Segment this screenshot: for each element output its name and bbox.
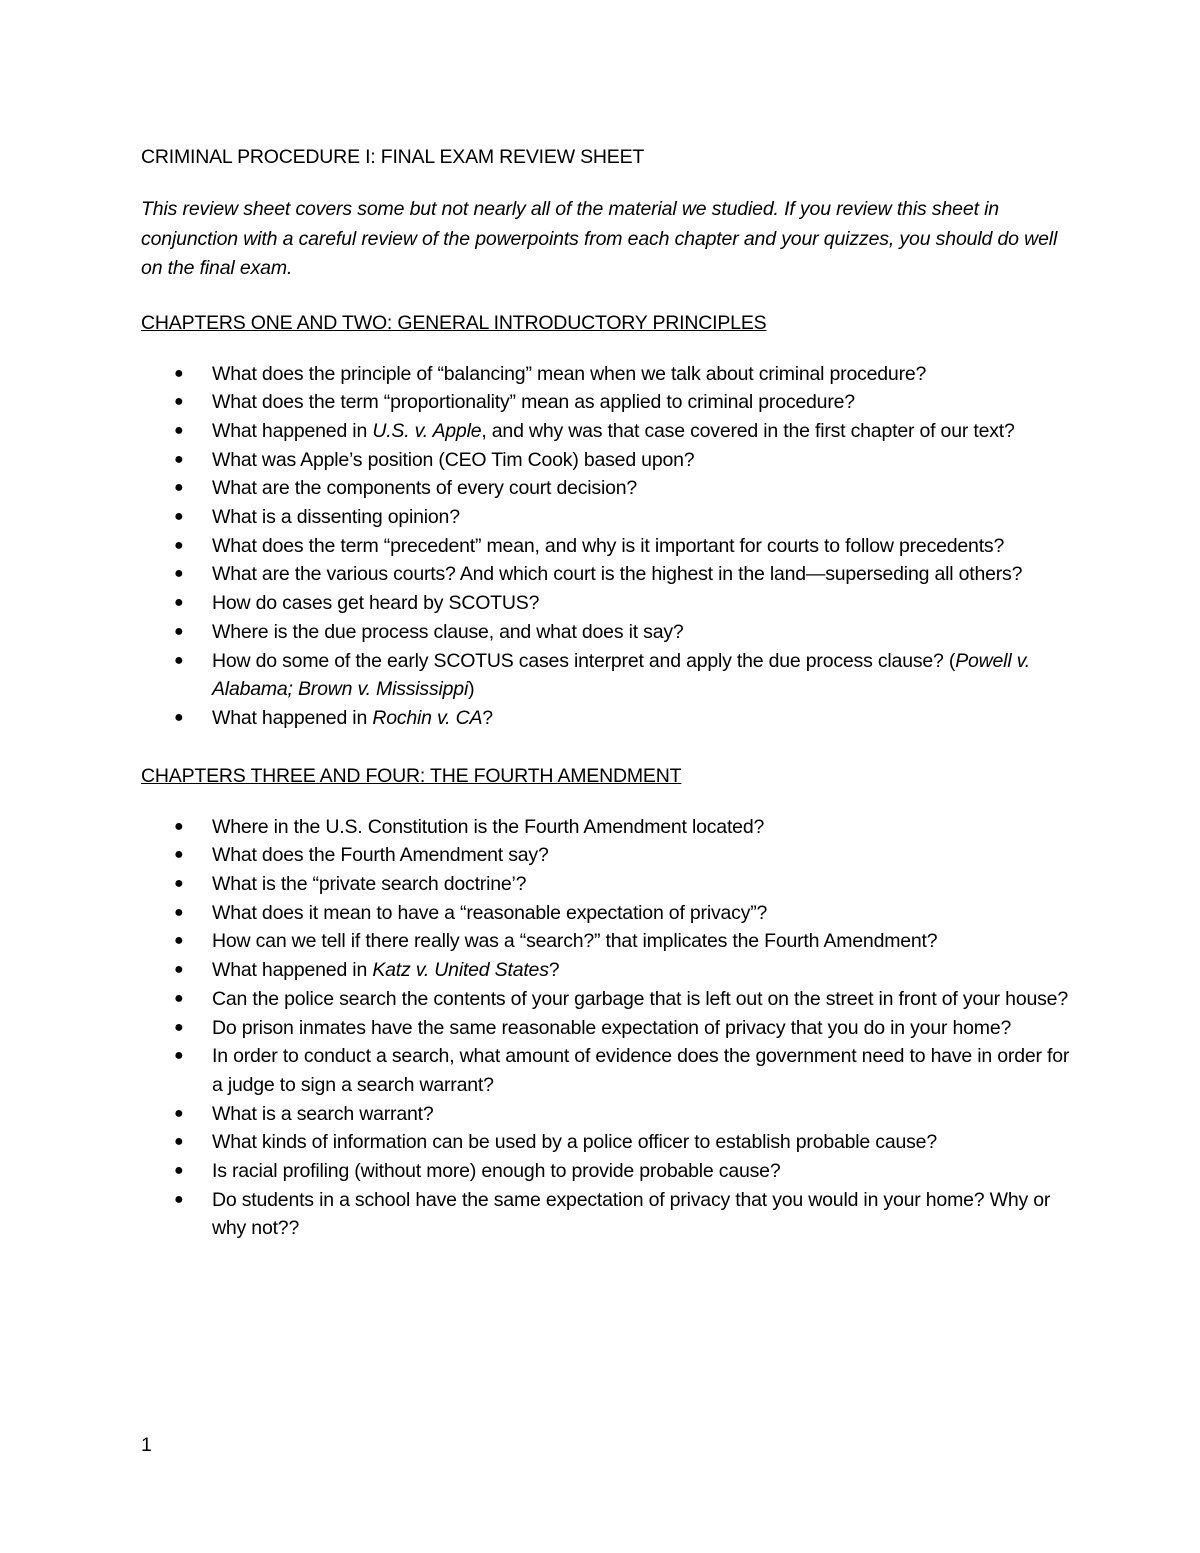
bullet-icon: ● bbox=[174, 875, 184, 893]
question-item bbox=[141, 360, 1071, 389]
section-2 bbox=[141, 759, 1071, 1244]
question-item bbox=[141, 704, 1071, 733]
question-text: , and why was that case covered in the first chapter of our text? bbox=[481, 419, 1015, 442]
question-item bbox=[141, 1042, 1071, 1099]
bullet-icon: ● bbox=[174, 479, 184, 497]
bullet-icon: ● bbox=[174, 817, 184, 835]
question-text: ? bbox=[482, 706, 493, 729]
case-name: Katz v. United States bbox=[372, 959, 549, 982]
question-text: What happened in bbox=[212, 419, 373, 442]
question-text: What is a dissenting opinion? bbox=[212, 506, 460, 529]
question-text: Do students in a school have the same expectation of privacy that you would in your home? Why or why not?? bbox=[212, 1188, 1051, 1240]
bullet-icon: ● bbox=[174, 421, 184, 439]
question-item bbox=[141, 899, 1071, 928]
section-heading: CHAPTERS THREE AND FOUR: THE FOURTH AMENDMENT bbox=[141, 764, 682, 787]
question-text: What was Apple’s position (CEO Tim Cook) based upon? bbox=[212, 448, 695, 471]
question-item bbox=[141, 1100, 1071, 1129]
page-title: CRIMINAL PROCEDURE I: FINAL EXAM REVIEW SHEET bbox=[141, 146, 645, 168]
question-text: Is racial profiling (without more) enough to provide probable cause? bbox=[212, 1160, 781, 1183]
bullet-icon: ● bbox=[174, 1162, 184, 1180]
question-item bbox=[141, 1014, 1071, 1043]
case-name: Powell v. Alabama; Brown v. Mississippi bbox=[212, 649, 1030, 701]
question-item bbox=[141, 618, 1071, 647]
question-item bbox=[141, 474, 1071, 503]
question-text: ) bbox=[468, 678, 475, 701]
question-text: How can we tell if there really was a “search?” that implicates the Fourth Amendment? bbox=[212, 930, 938, 953]
question-item bbox=[141, 532, 1071, 561]
bullet-icon: ● bbox=[174, 932, 184, 950]
bullet-icon: ● bbox=[174, 961, 184, 979]
question-item bbox=[141, 870, 1071, 899]
bullet-icon: ● bbox=[174, 364, 184, 382]
question-text: How do cases get heard by SCOTUS? bbox=[212, 592, 540, 615]
question-text: What is a search warrant? bbox=[212, 1102, 434, 1125]
question-text: Do prison inmates have the same reasonable expectation of privacy that you do in your home? bbox=[212, 1016, 1012, 1039]
question-item bbox=[141, 1128, 1071, 1157]
question-item bbox=[141, 560, 1071, 589]
bullet-icon: ● bbox=[174, 393, 184, 411]
bullet-icon: ● bbox=[174, 1018, 184, 1036]
page-number: 1 bbox=[141, 1434, 152, 1456]
question-text: What are the various courts? And which court is the highest in the land—superseding all others? bbox=[212, 563, 1023, 586]
bullet-icon: ● bbox=[174, 989, 184, 1007]
question-item bbox=[141, 1186, 1071, 1243]
bullet-icon: ● bbox=[174, 651, 184, 669]
question-text: What is the “private search doctrine’? bbox=[212, 873, 527, 896]
question-list bbox=[141, 813, 1071, 1244]
question-item bbox=[141, 841, 1071, 870]
question-list bbox=[141, 360, 1071, 733]
question-text: What are the components of every court decision? bbox=[212, 477, 638, 500]
bullet-icon: ● bbox=[174, 1104, 184, 1122]
question-item bbox=[141, 647, 1071, 704]
question-item bbox=[141, 1157, 1071, 1186]
question-text: What happened in bbox=[212, 959, 373, 982]
case-name: U.S. v. Apple bbox=[372, 419, 482, 442]
bullet-icon: ● bbox=[174, 565, 184, 583]
question-text: What happened in bbox=[212, 706, 373, 729]
document-page bbox=[141, 140, 1071, 1269]
bullet-icon: ● bbox=[174, 1190, 184, 1208]
bullet-icon: ● bbox=[174, 1047, 184, 1065]
question-text: What does the Fourth Amendment say? bbox=[212, 844, 549, 867]
question-item bbox=[141, 446, 1071, 475]
question-item bbox=[141, 589, 1071, 618]
question-text: What kinds of information can be used by a police officer to establish probable cause? bbox=[212, 1131, 937, 1154]
question-item bbox=[141, 503, 1071, 532]
question-text: What does the term “proportionality” mean as applied to criminal procedure? bbox=[212, 391, 855, 414]
question-text: ? bbox=[548, 959, 560, 982]
case-name: Rochin v. CA bbox=[372, 706, 483, 729]
question-item bbox=[141, 985, 1071, 1014]
bullet-icon: ● bbox=[174, 508, 184, 526]
question-text: What does the term “precedent” mean, and why is it important for courts to follow precedents? bbox=[212, 534, 1005, 557]
bullet-icon: ● bbox=[174, 594, 184, 612]
bullet-icon: ● bbox=[174, 622, 184, 640]
question-text: What does the principle of “balancing” mean when we talk about criminal procedure? bbox=[212, 362, 927, 385]
bullet-icon: ● bbox=[174, 450, 184, 468]
question-text: How do some of the early SCOTUS cases interpret and apply the due process clause? ( bbox=[212, 649, 956, 672]
question-text: What does it mean to have a “reasonable expectation of privacy”? bbox=[212, 901, 768, 924]
intro-paragraph: This review sheet covers some but not nearly all of the material we studied. If you review this sheet in conjunction with a careful review of the powerpoints from each chapter and your quizzes, you should do well on the final exam. bbox=[141, 198, 1058, 279]
bullet-icon: ● bbox=[174, 846, 184, 864]
question-text: Can the police search the contents of your garbage that is left out on the street in front of your house? bbox=[212, 987, 1068, 1010]
section-heading: CHAPTERS ONE AND TWO: GENERAL INTRODUCTORY PRINCIPLES bbox=[141, 311, 767, 334]
question-item bbox=[141, 927, 1071, 956]
question-item bbox=[141, 813, 1071, 842]
section-1 bbox=[141, 306, 1071, 733]
bullet-icon: ● bbox=[174, 708, 184, 726]
question-text: Where is the due process clause, and what does it say? bbox=[212, 620, 684, 643]
bullet-icon: ● bbox=[174, 1133, 184, 1151]
question-item bbox=[141, 417, 1071, 446]
bullet-icon: ● bbox=[174, 903, 184, 921]
question-item bbox=[141, 956, 1071, 985]
question-item bbox=[141, 388, 1071, 417]
question-text: In order to conduct a search, what amount of evidence does the government need to have in order for a judge to sign a search warrant? bbox=[212, 1045, 1070, 1096]
bullet-icon: ● bbox=[174, 536, 184, 554]
question-text: Where in the U.S. Constitution is the Fourth Amendment located? bbox=[212, 815, 765, 838]
